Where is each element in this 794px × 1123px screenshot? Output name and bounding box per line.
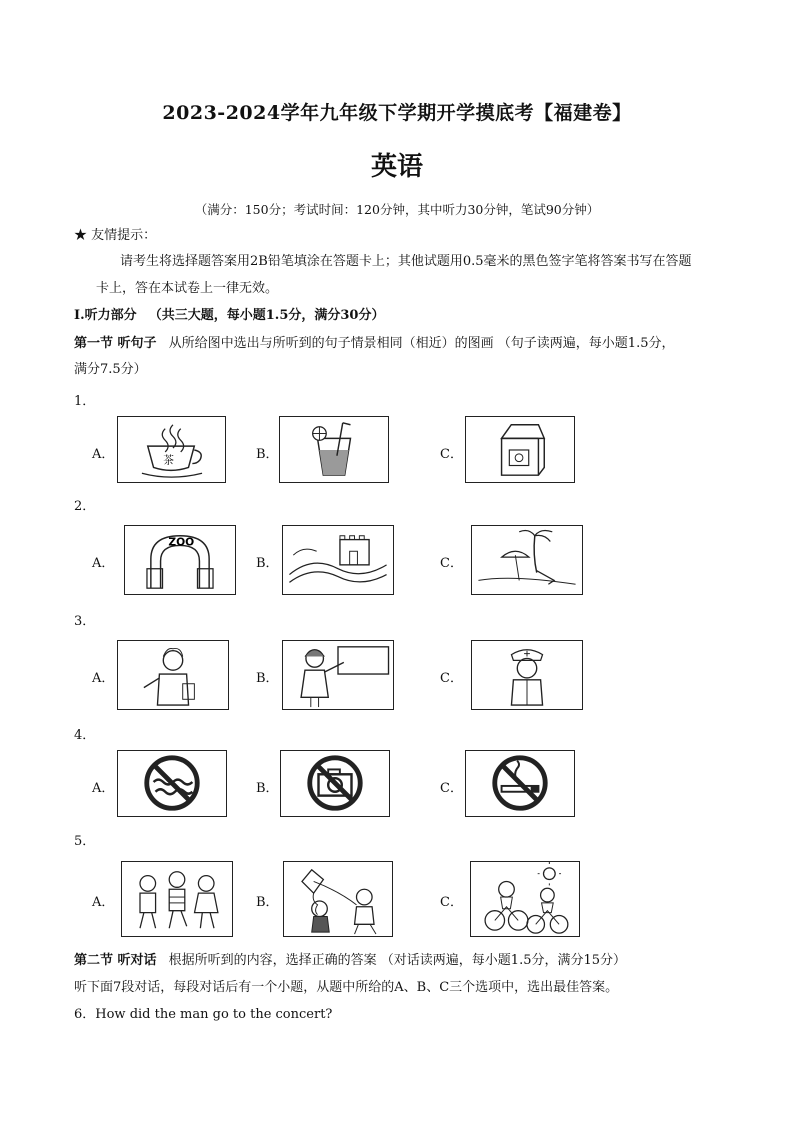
tea-cup-icon bbox=[118, 417, 225, 482]
question-number: 1． bbox=[74, 394, 96, 409]
tea-char: 茶 bbox=[163, 453, 174, 467]
option-picture[interactable] bbox=[117, 750, 227, 817]
option-label: B． bbox=[256, 895, 279, 910]
part1-heading-row bbox=[74, 307, 384, 325]
question-number: 3． bbox=[74, 614, 96, 629]
option-picture[interactable] bbox=[121, 861, 233, 937]
option-label: B． bbox=[256, 671, 279, 686]
no-photo-icon bbox=[281, 751, 389, 816]
section1-heading: 第一节 听句子 bbox=[74, 336, 157, 351]
option-label: A． bbox=[92, 671, 115, 686]
doctor-icon bbox=[472, 641, 582, 709]
option-label: A． bbox=[92, 895, 115, 910]
option-label: C． bbox=[440, 447, 463, 462]
tips-line-1: 请考生将选择题答案用2B铅笔填涂在答题卡上；其他试题用0.5毫米的黑色签字笔将答案书写在答题 bbox=[120, 254, 692, 269]
option-label: A． bbox=[92, 781, 115, 796]
question-number: 2． bbox=[74, 499, 96, 514]
no-swimming-icon bbox=[118, 751, 226, 816]
zoo-gate-icon bbox=[125, 526, 235, 594]
question-6: 6．How did the man go to the concert? bbox=[74, 1007, 333, 1022]
tips-heading: ★ 友情提示： bbox=[74, 228, 157, 243]
option-label: C． bbox=[440, 781, 463, 796]
section1-desc-2: 满分7.5分） bbox=[74, 362, 147, 377]
question-number: 4． bbox=[74, 728, 96, 743]
section2-row bbox=[74, 952, 626, 970]
option-picture[interactable] bbox=[282, 640, 394, 710]
cycling-icon bbox=[471, 862, 579, 936]
section2-desc: 根据所听到的内容，选择正确的答案 （对话读两遍，每小题1.5分，满分15分） bbox=[168, 953, 627, 968]
option-picture[interactable] bbox=[470, 861, 580, 937]
option-picture[interactable] bbox=[117, 416, 226, 483]
no-smoking-icon bbox=[466, 751, 574, 816]
option-label: A． bbox=[92, 556, 115, 571]
section2-heading: 第二节 听对话 bbox=[74, 953, 157, 968]
option-label: B． bbox=[256, 556, 279, 571]
great-wall-icon bbox=[283, 526, 393, 594]
beach-icon bbox=[472, 526, 582, 594]
zoo-sign-text: ZOO bbox=[168, 535, 195, 549]
exam-title: 2023-2024学年九年级下学期开学摸底考【福建卷】 bbox=[162, 102, 632, 124]
option-label: B． bbox=[256, 447, 279, 462]
kite-flying-icon bbox=[284, 862, 392, 936]
section1-desc: 从所给图中选出与所听到的句子情景相同（相近）的图画 （句子读两遍，每小题1.5分， bbox=[168, 336, 675, 351]
section2-instruction: 听下面7段对话，每段对话后有一个小题，从题中所给的A、B、C三个选项中，选出最佳答案。 bbox=[74, 980, 619, 995]
option-picture[interactable] bbox=[117, 640, 229, 710]
milk-carton-icon bbox=[466, 417, 574, 482]
option-picture[interactable] bbox=[465, 416, 575, 483]
option-label: B． bbox=[256, 781, 279, 796]
option-picture[interactable] bbox=[471, 525, 583, 595]
option-picture[interactable] bbox=[124, 525, 236, 595]
option-picture[interactable] bbox=[279, 416, 389, 483]
option-label: C． bbox=[440, 895, 463, 910]
option-picture[interactable] bbox=[465, 750, 575, 817]
option-picture[interactable] bbox=[471, 640, 583, 710]
part1-heading-note: （共三大题，每小题1.5分，满分30分） bbox=[148, 308, 385, 323]
option-label: C． bbox=[440, 556, 463, 571]
tips-line-2: 卡上，答在本试卷上一律无效。 bbox=[96, 281, 279, 296]
option-picture[interactable] bbox=[280, 750, 390, 817]
question-number: 5． bbox=[74, 834, 96, 849]
juice-glass-icon bbox=[280, 417, 388, 482]
kids-dancing-icon bbox=[122, 862, 232, 936]
exam-info: （满分：150分；考试时间：120分钟，其中听力30分钟，笔试90分钟） bbox=[194, 202, 600, 217]
section1-row bbox=[74, 335, 674, 353]
option-picture[interactable] bbox=[283, 861, 393, 937]
old-man-icon bbox=[118, 641, 228, 709]
option-picture[interactable] bbox=[282, 525, 394, 595]
option-label: A． bbox=[92, 447, 115, 462]
teacher-icon bbox=[283, 641, 393, 709]
part1-heading: I.听力部分 bbox=[74, 308, 137, 323]
option-label: C． bbox=[440, 671, 463, 686]
subject-title: 英语 bbox=[370, 152, 423, 182]
